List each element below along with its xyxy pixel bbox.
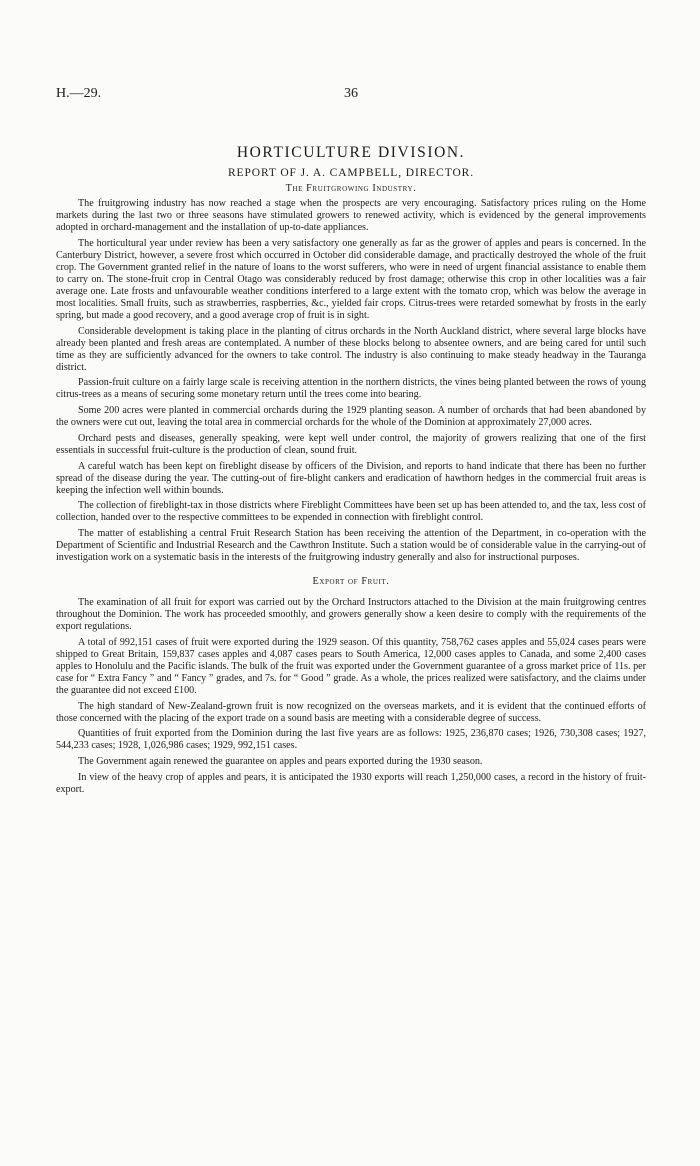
paragraph: The high standard of New-Zealand-grown fruit is now recognized on the overseas markets, and it is evident that the continued efforts of those concerned with the placing of the export trade on a sound basis are meeting with a considerable degree of success. — [56, 700, 646, 724]
paragraph: Passion-fruit culture on a fairly large scale is receiving attention in the northern districts, the vines being planted between the rows of young citrus-trees as a means of securing some monetary return until the trees come into bearing. — [56, 377, 646, 401]
paragraph: The fruitgrowing industry has now reached a stage when the prospects are very encouraging. Satisfactory prices ruling on the Home markets during the last two or three seasons have stimulated growers to renewed activity, which is evidenced by the general improvements adopted in orchard-management and the installation of up-to-date appliances. — [56, 198, 646, 234]
paragraph: The matter of establishing a central Fruit Research Station has been receiving the attention of the Department, in co-operation with the Department of Scientific and Industrial Research and the Cawthron Institute. Such a station would be of considerable value in the carrying-out of investigation work on a systematic basis in the interests of the fruitgrowing industry generally and also for instructional purposes. — [56, 527, 646, 564]
page-number: 36 — [344, 86, 358, 101]
document-reference: H.—29. — [56, 86, 102, 101]
report-subtitle: REPORT OF J. A. CAMPBELL, DIRECTOR. — [227, 167, 475, 179]
paragraph: Considerable development is taking place in the planting of citrus orchards in the North Auckland district, where several large blocks have already been planted and fresh areas are contemplated. A number of these blocks belong to absentee owners, and are being cared for until such time as they are sufficiently advanced for the owners to take control. The industry is also continuing to make steady headway in the Tauranga district. — [56, 325, 646, 373]
running-header — [56, 86, 646, 102]
division-title: HORTICULTURE DIVISION. — [236, 144, 466, 161]
paragraph: Orchard pests and diseases, generally speaking, were kept well under control, the majority of growers realizing that one of the first essentials in successful fruit-culture is the production of clean, sound fruit. — [56, 432, 646, 456]
paragraph: The collection of fireblight-tax in those districts where Fireblight Committees have been set up has been attended to, and the tax, less cost of collection, handed over to the respective committees to be expended in connection with fireblight control. — [56, 500, 646, 524]
section-heading-fruitgrowing: The Fruitgrowing Industry. — [285, 183, 417, 194]
section-heading-export: Export of Fruit. — [312, 576, 390, 588]
report-body — [56, 198, 646, 799]
paragraph: The Government again renewed the guarantee on apples and pears exported during the 1930 season. — [78, 756, 483, 767]
paragraph: A careful watch has been kept on fireblight disease by officers of the Division, and reports to hand indicate that there has been no further spread of the disease during the year. The cutting-out of fire-blight cankers and eradication of hawthorn hedges in the commercial fruit areas is keeping the infection well within bounds. — [56, 460, 646, 496]
paragraph: A total of 992,151 cases of fruit were exported during the 1929 season. Of this quantity, 758,762 cases apples and 55,024 cases pears were shipped to Great Britain, 159,837 cases apples and 4,087 cases pears to South America, 12,000 cases apples to Canada, and some 2,400 cases apples to Honolulu and the Pacific islands. The bulk of the fruit was exported under the Government guarantee of a gross market price of 11s. per case for “ Extra Fancy ” and “ Fancy ” grades, and 7s. for “ Good ” grade. As a whole, the prices realized were satisfactory, and the claims under the guarantee did not exceed £100. — [56, 636, 646, 696]
paragraph: The examination of all fruit for export was carried out by the Orchard Instructors attached to the Division at the main fruitgrowing centres throughout the Dominion. The work has proceeded smoothly, and growers generally show a keen desire to comply with the requirements of the export regulations. — [56, 597, 646, 633]
paragraph: In view of the heavy crop of apples and pears, it is anticipated the 1930 exports will reach 1,250,000 cases, a record in the history of fruit-export. — [56, 771, 646, 795]
paragraph: The horticultural year under review has been a very satisfactory one generally as far as the grower of apples and pears is concerned. In the Canterbury District, however, a severe frost which occurred in October did considerable damage, and practically destroyed the whole of the fruit crop. The Government granted relief in the nature of loans to the worst sufferers, who were in need of urgent financial assistance to enable them to carry on. The stone-fruit crop in Central Otago was considerably reduced by frost damage; otherwise this crop in other localities was a fair average one. Late frosts and unfavourable weather conditions interfered to a large extent with the tomato crop, which was below the average in most localities. Small fruits, such as strawberries, raspberries, &c., yielded fair crops. Citrus-trees were retarded somewhat by frosts in the early spring, but made a good recovery, and a good average crop of fruit is in sight. — [56, 237, 646, 322]
paragraph: Some 200 acres were planted in commercial orchards during the 1929 planting season. A number of orchards that had been abandoned by the owners were cut out, leaving the total area in commercial orchards for the whole of the Dominion at approximately 27,000 acres. — [56, 405, 646, 429]
paragraph: Quantities of fruit exported from the Dominion during the last five years are as follows: 1925, 236,870 cases; 1926, 730,308 cases; 1927, 544,233 cases; 1928, 1,026,986 cases; 1929, 992,151 cases. — [56, 728, 646, 752]
